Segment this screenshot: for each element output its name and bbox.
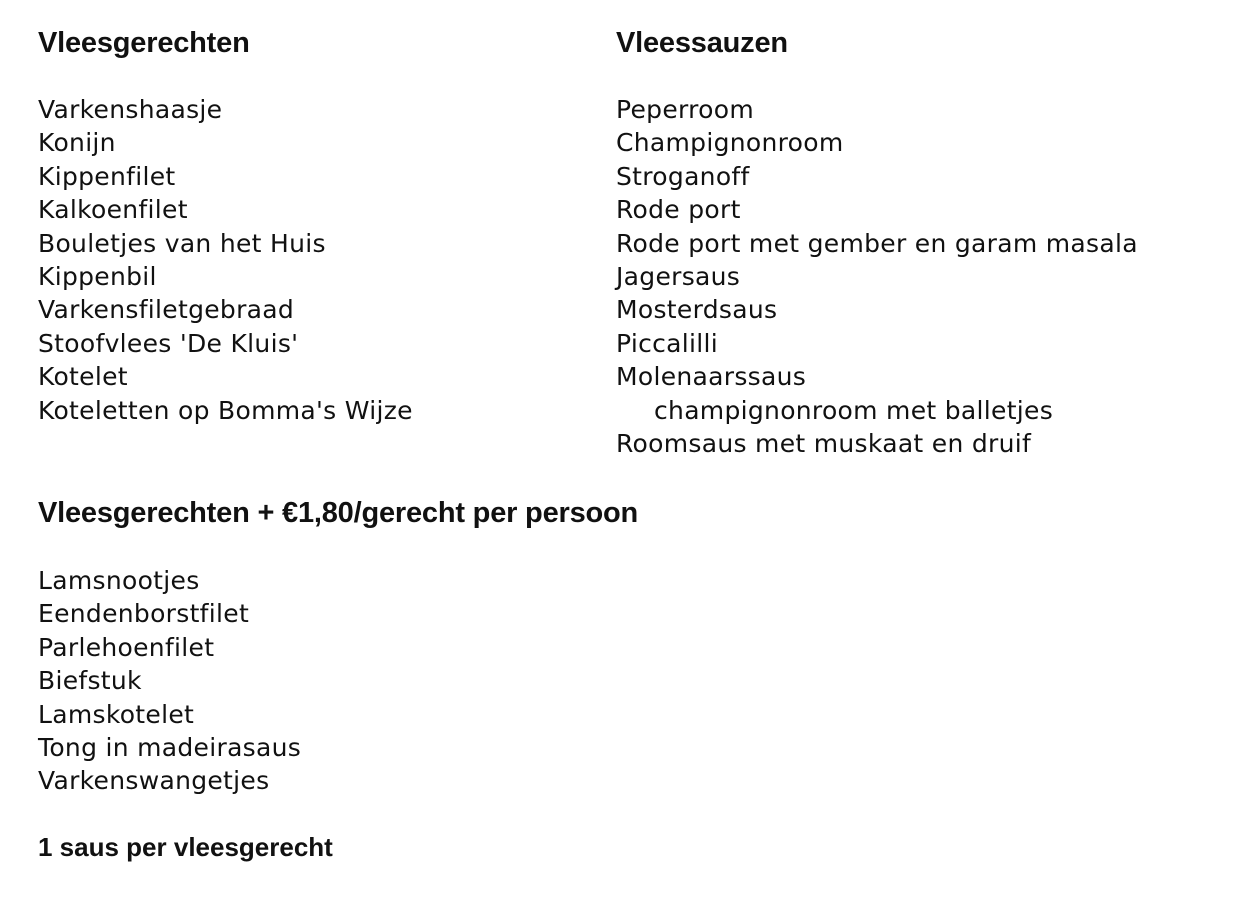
list-item: Bouletjes van het Huis — [38, 228, 326, 258]
list-item: Peperroom — [616, 95, 755, 124]
list-item: Kippenfilet — [38, 161, 176, 191]
list-item: Varkenswangetjes — [38, 766, 270, 796]
list-item: Roomsaus met muskaat en druif — [616, 428, 1032, 458]
list-item: Varkensfiletgebraad — [38, 295, 295, 325]
list-item: Rode port — [616, 195, 741, 225]
list-item-sub: champignonroom met balletjes — [654, 395, 1054, 425]
list-item: Stoofvlees 'De Kluis' — [38, 328, 299, 358]
list-item: Mosterdsaus — [616, 295, 778, 325]
list-item: Kalkoenfilet — [38, 195, 188, 225]
list-item: Eendenborstfilet — [38, 599, 250, 629]
list-item: Molenaarssaus — [616, 362, 807, 392]
premium-dishes-list — [38, 564, 301, 798]
list-item: Kotelet — [38, 362, 128, 392]
premium-dishes-heading: Vleesgerechten + €1,80/gerecht per persoon — [38, 497, 639, 529]
list-item: Lamskotelet — [38, 699, 195, 729]
list-item: Konijn — [38, 128, 116, 158]
list-item: Stroganoff — [616, 161, 750, 191]
list-item: Jagersaus — [616, 261, 741, 291]
list-item: Lamsnootjes — [38, 566, 200, 595]
list-item: Kippenbil — [38, 261, 157, 291]
list-item: Tong in madeirasaus — [38, 732, 302, 762]
list-item: Rode port met gember en garam masala — [616, 228, 1138, 258]
list-item: Varkenshaasje — [38, 95, 223, 124]
list-item: Koteletten op Bomma's Wijze — [38, 395, 413, 425]
meat-dishes-list — [38, 93, 413, 427]
list-item: Piccalilli — [616, 328, 719, 358]
meat-sauces-heading: Vleessauzen — [616, 27, 788, 59]
meat-sauces-list — [616, 93, 1138, 460]
list-item: Biefstuk — [38, 666, 142, 696]
meat-dishes-heading: Vleesgerechten — [38, 27, 250, 59]
list-item: Champignonroom — [616, 128, 844, 158]
list-item: Parlehoenfilet — [38, 632, 215, 662]
sauce-note: 1 saus per vleesgerecht — [38, 832, 333, 862]
